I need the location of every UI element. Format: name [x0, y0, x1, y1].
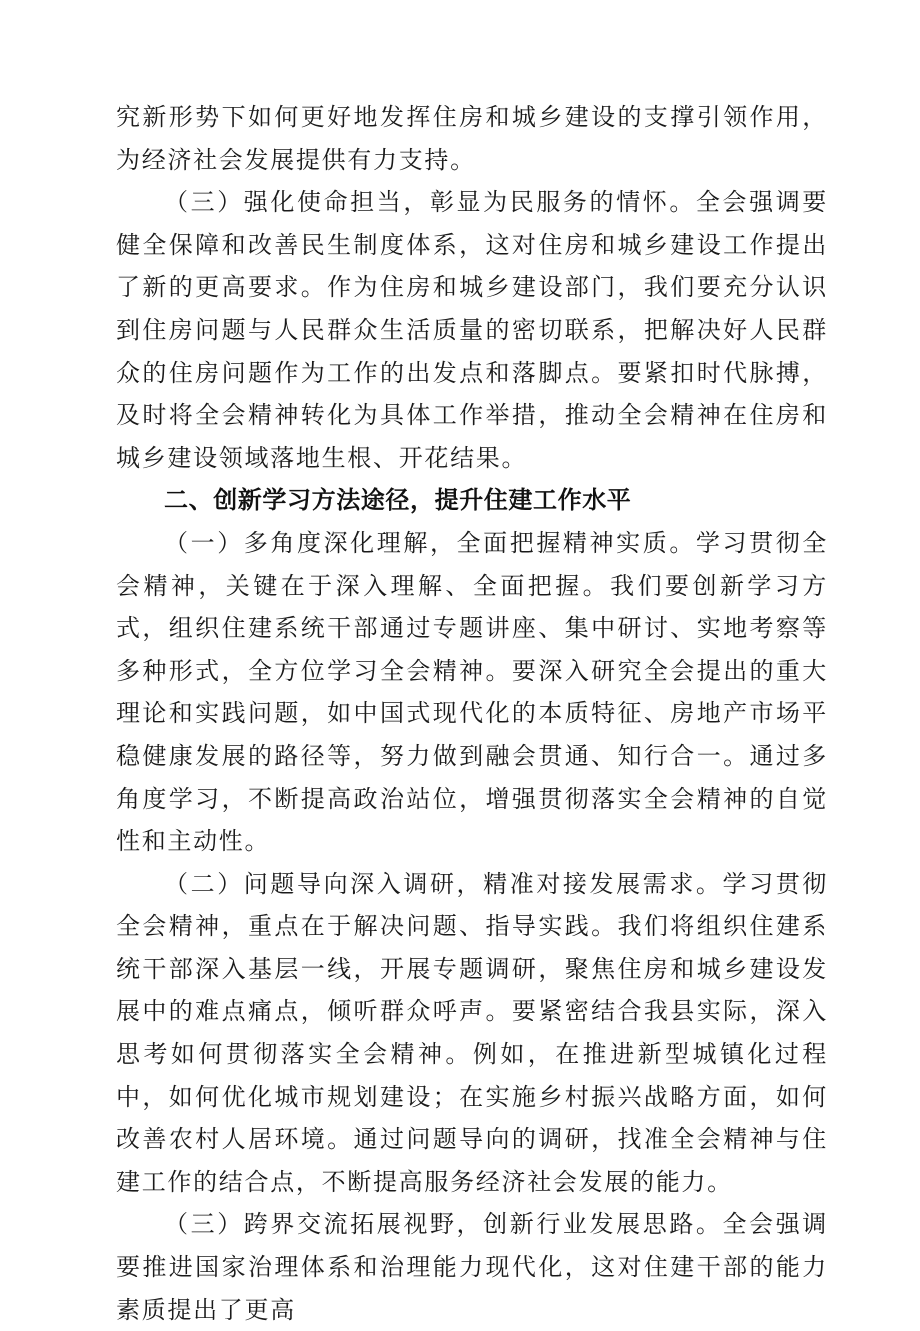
paragraph-research: （二）问题导向深入调研，精准对接发展需求。学习贯彻全会精神，重点在于解决问题、指导实践。我们将组织住建系统干部深入基层一线，开展专题调研，聚焦住房和城乡建设发展中的难点痛点，倾听群众呼声。要紧密结合我县实际，深入思考如何贯彻落实全会精神。例如，在推进新型城镇化过程中，如何优化城市规划建设；在实施乡村振兴战略方面，如何改善农村人居环境。通过问题导向的调研，找准全会精神与住建工作的结合点，不断提高服务经济社会发展的能力。: [116, 869, 828, 1196]
paragraph-exchange: （三）跨界交流拓展视野，创新行业发展思路。全会强调要推进国家治理体系和治理能力现代化，这对住建干部的能力素质提出了更高: [116, 1210, 828, 1324]
section-heading: 二、创新学习方法途径，提升住建工作水平: [164, 486, 632, 515]
paragraph-mission: （三）强化使命担当，彰显为民服务的情怀。全会强调要健全保障和改善民生制度体系，这对住房和城乡建设工作提出了新的更高要求。作为住房和城乡建设部门，我们要充分认识到住房问题与人民群众生活质量的密切联系，把解决好人民群众的住房问题作为工作的出发点和落脚点。要紧扣时代脉搏，及时将全会精神转化为具体工作举措，推动全会精神在住房和城乡建设领域落地生根、开花结果。: [116, 188, 828, 472]
document-body: [116, 96, 828, 1331]
paragraph-understanding: （一）多角度深化理解，全面把握精神实质。学习贯彻全会精神，关键在于深入理解、全面把握。我们要创新学习方式，组织住建系统干部通过专题讲座、集中研讨、实地考察等多种形式，全方位学习全会精神。要深入研究全会提出的重大理论和实践问题，如中国式现代化的本质特征、房地产市场平稳健康发展的路径等，努力做到融会贯通、知行合一。通过多角度学习，不断提高政治站位，增强贯彻落实全会精神的自觉性和主动性。: [116, 528, 828, 856]
paragraph-continued: 究新形势下如何更好地发挥住房和城乡建设的支撑引领作用，为经济社会发展提供有力支持。: [116, 103, 828, 174]
